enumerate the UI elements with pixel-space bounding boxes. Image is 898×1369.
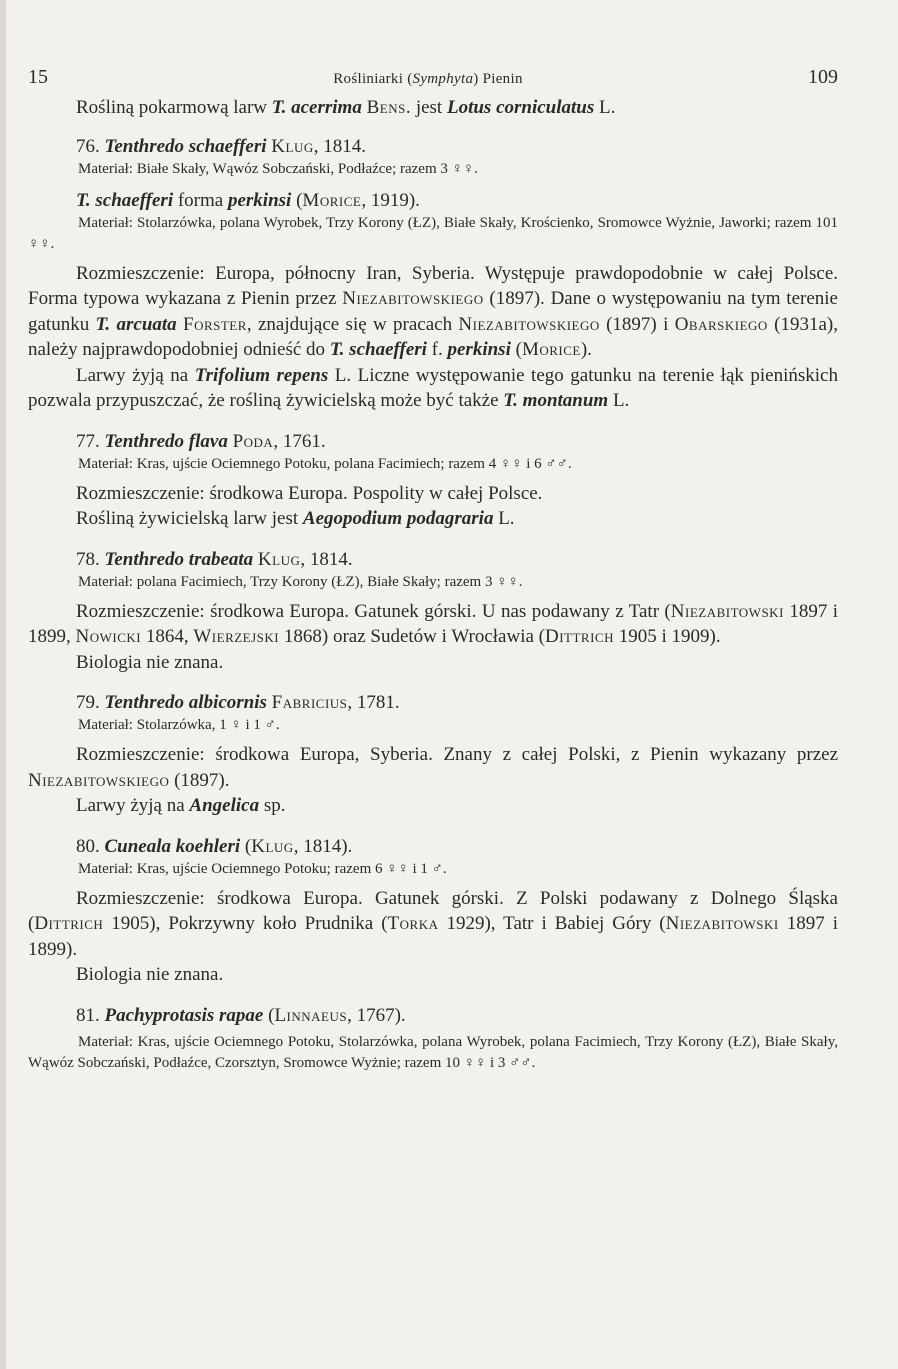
intro-paragraph: Rośliną pokarmową larw T. acerrima Bens. jest Lotus corniculatus L. [76,97,616,118]
page-number-left: 15 [28,66,48,88]
material-text: Materiał: Stolarzówka, polana Wyrobek, Trzy Korony (ŁZ), Białe Skały, Krościenko, Sromowce Wyżnie, Jaworki; razem 101 ♀♀. [28,214,838,252]
distribution-paragraph: Rozmieszczenie: środkowa Europa. Gatunek górski. Z Polski podawany z Dolnego Śląska (Dittrich 1905), Pokrzywny koło Prudnika (Torka 1929), Tatr i Babiej Góry (Niezabitowski 1897 i 1899). [28,887,838,960]
entry-title: 76. Tenthredo schaefferi Klug, 1814. [76,135,366,157]
entry-77 [28,429,838,532]
entry-title: 81. Pachyprotasis rapae (Linnaeus, 1767). [76,1004,406,1026]
entry-80 [28,834,838,988]
distribution-paragraph: Rozmieszczenie: środkowa Europa. Gatunek górski. U nas podawany z Tatr (Niezabitowski 1897 i 1899, Nowicki 1864, Wierzejski 1868) oraz Sudetów i Wrocławia (Dittrich 1905 i 1909). [28,600,838,647]
biology-paragraph: Rośliną żywicielską larw jest Aegopodium podagraria L. [76,508,515,529]
page-number-right: 109 [807,66,838,88]
entry-title: 79. Tenthredo albicornis Fabricius, 1781. [76,692,400,713]
material-text: Materiał: Kras, ujście Ociemnego Potoku, polana Facimiech; razem 4 ♀♀ i 6 ♂♂. [78,455,572,472]
running-title: Rośliniarki (Symphyta) Pienin [333,71,523,87]
entry-title: 77. Tenthredo flava Poda, 1761. [76,430,326,452]
material-text: Materiał: Kras, ujście Ociemnego Potoku; razem 6 ♀♀ i 1 ♂. [78,860,447,877]
distribution-paragraph: Rozmieszczenie: środkowa Europa. Pospolity w całej Polsce. [76,482,543,504]
entry-76 [28,134,838,414]
entry-78 [28,547,838,676]
running-header [28,66,838,89]
distribution-paragraph: Rozmieszczenie: Europa, północny Iran, Syberia. Występuje prawdopodobnie w całej Polsce. Forma typowa wykazana z Pienin przez Niezabitowskiego (1897). Dane o występowaniu na tym terenie gatunku T. arcuata Forster, znajdujące się w pracach Niezabitowskiego (1897) i Obarskiego (1931a), należy najprawdopodobniej odnieść do T. schaefferi f. perkinsi (Morice). [28,262,838,360]
entry-79 [28,690,838,819]
page-edge [0,0,6,1369]
material-text: Materiał: Kras, ujście Ociemnego Potoku, Stolarzówka, polana Wyrobek, polana Facimiech, Trzy Korony (ŁZ), Białe Skały, Wąwóz Sobczański, Podłaźce, Czorsztyn, Sromowce Wyżnie; razem 10 ♀♀ i 3 ♂♂. [28,1033,838,1071]
entry-81 [28,1003,838,1074]
distribution-paragraph: Rozmieszczenie: środkowa Europa, Syberia. Znany z całej Polski, z Pienin wykazany przez Niezabitowskiego (1897). [28,744,838,791]
entry-title: 78. Tenthredo trabeata Klug, 1814. [76,548,353,570]
material-text: Materiał: polana Facimiech, Trzy Korony (ŁZ), Białe Skały; razem 3 ♀♀. [78,573,523,590]
entry-title: 80. Cuneala koehleri (Klug, 1814). [76,835,353,857]
biology-paragraph: Larwy żyją na Trifolium repens L. Liczne występowanie tego gatunku na terenie łąk pienińskich pozwala przypuszczać, że rośliną żywicielską może być także T. montanum L. [28,364,838,411]
forma-title: T. schaefferi forma perkinsi (Morice, 1919). [76,189,420,211]
material-text: Materiał: Stolarzówka, 1 ♀ i 1 ♂. [78,717,280,733]
biology-paragraph: Larwy żyją na Angelica sp. [76,795,286,816]
material-text: Materiał: Białe Skały, Wąwóz Sobczański, Podłaźce; razem 3 ♀♀. [78,160,478,177]
biology-paragraph: Biologia nie znana. [76,964,224,985]
biology-paragraph: Biologia nie znana. [76,651,224,673]
